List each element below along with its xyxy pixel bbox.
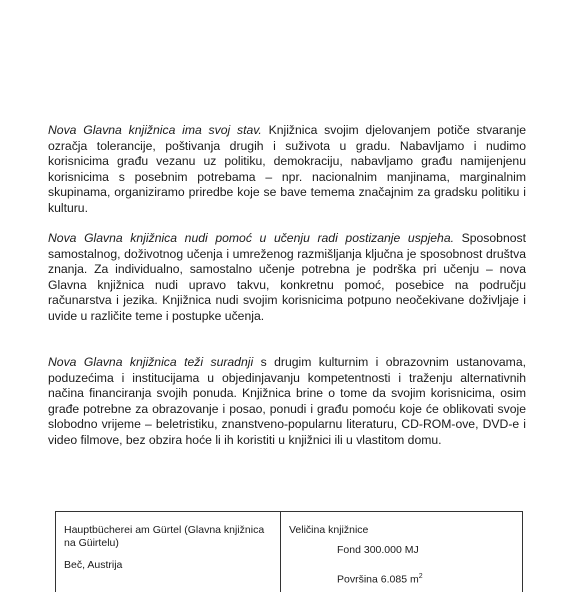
library-name: Hauptbücherei am Gürtel (Glavna knjižnica na Güirtelu) <box>64 524 265 549</box>
library-area-value: Površina 6.085 m <box>337 573 419 586</box>
library-area <box>337 570 423 587</box>
paragraph-body: Knjižnica svojim djelovanjem potiče stvaranje ozračja tolerancije, poštivanja drugih i suživota u gradu. Nabavljamo i nudimo korisnicima građu vezanu uz politiku, demokraciju, nabavljamo građu namijenjenu korisnicima s posebnim potrebama – npr. nacionalnim manjinama, marginalnim skupinama, organiziramo priredbe koje se bave temema značajnim za gradsku politiku i kulturu. <box>48 123 526 215</box>
paragraph-body: s drugim kulturnim i obrazovnim ustanovama, poduzećima i institucijama u objedinjavanju kompetentnosti i traženju alternativnih načina financiranja svojih ponuda. Knjižnica brine o tome da svojim korisnicima, osim građe potrebne za obrazovanje i posao, ponudi i građu pomoću koje će oblikovati svoje slobodno vrijeme – beletristiku, znanstveno-popularnu literaturu, CD-ROM-ove, DVD-e i video filmove, bez obzira hoće li ih koristiti u knjižnici ili u vlastitom domu. <box>48 355 527 447</box>
paragraph-lead: Nova Glavna knjižnica teži suradnji <box>48 355 254 369</box>
library-fond: Fond 300.000 MJ <box>337 544 419 556</box>
library-city: Beč, Austrija <box>64 559 123 571</box>
paragraph-lead: Nova Glavna knjižnica nudi pomoć u učenju radi postizanje uspjeha. <box>48 231 454 245</box>
paragraph-stance <box>48 123 526 217</box>
library-identity-cell <box>56 512 281 592</box>
paragraph-cooperation <box>48 355 526 449</box>
paragraph-lead: Nova Glavna knjižnica ima svoj stav. <box>48 123 262 137</box>
library-size-cell <box>281 512 522 592</box>
paragraph-learning <box>48 231 526 325</box>
library-area-unit-exponent: 2 <box>418 573 423 580</box>
library-size-title: Veličina knjižnice <box>289 524 369 536</box>
paragraph-body: Sposobnost samostalnog, doživotnog učenja i umreženog razmišljanja ključna je sposobnost društva znanja. Za individualno, samostalno učenje potrebna je podrška pri učenju – nova Glavna knjižnica nudi upravo takvu, konkretnu pomoć, posebice na području računarstva i jezika. Knjižnica nudi svojim korisnicima potpuno neočekivane doživljaje i uvide u različite teme i postupke učenja. <box>48 231 526 323</box>
